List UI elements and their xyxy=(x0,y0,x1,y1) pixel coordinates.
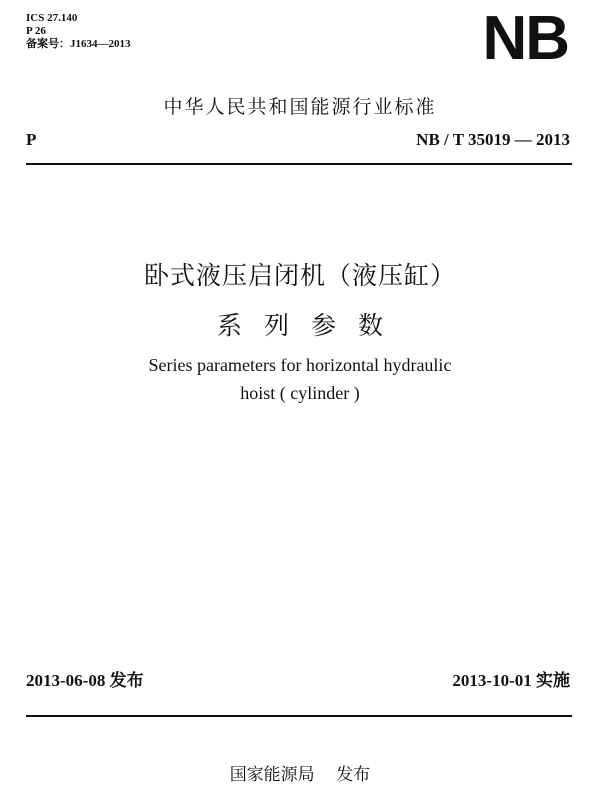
title-english-line1: Series parameters for horizontal hydraulic xyxy=(148,355,452,375)
standard-number: NB / T 35019 — 2013 xyxy=(416,130,570,149)
nb-logo: NB xyxy=(482,4,568,73)
title-chinese-line2: 系列参数 xyxy=(216,311,405,340)
top-divider xyxy=(26,163,572,165)
publisher: 国家能源局 发布 xyxy=(229,765,371,785)
issue-date: 2013-06-08 发布 xyxy=(26,671,144,690)
classification-code: P 26 xyxy=(26,25,46,37)
standard-organization: 中华人民共和国能源行业标准 xyxy=(163,96,437,118)
ics-code: ICS 27.140 xyxy=(26,12,78,24)
record-number: 备案号：J1634—2013 xyxy=(26,38,131,50)
bottom-divider xyxy=(26,715,572,717)
implementation-date: 2013-10-01 实施 xyxy=(452,671,570,690)
title-english-line2: hoist ( cylinder ) xyxy=(240,383,360,403)
category-letter: P xyxy=(26,130,37,149)
title-chinese-line1: 卧式液压启闭机（液压缸） xyxy=(143,261,456,290)
